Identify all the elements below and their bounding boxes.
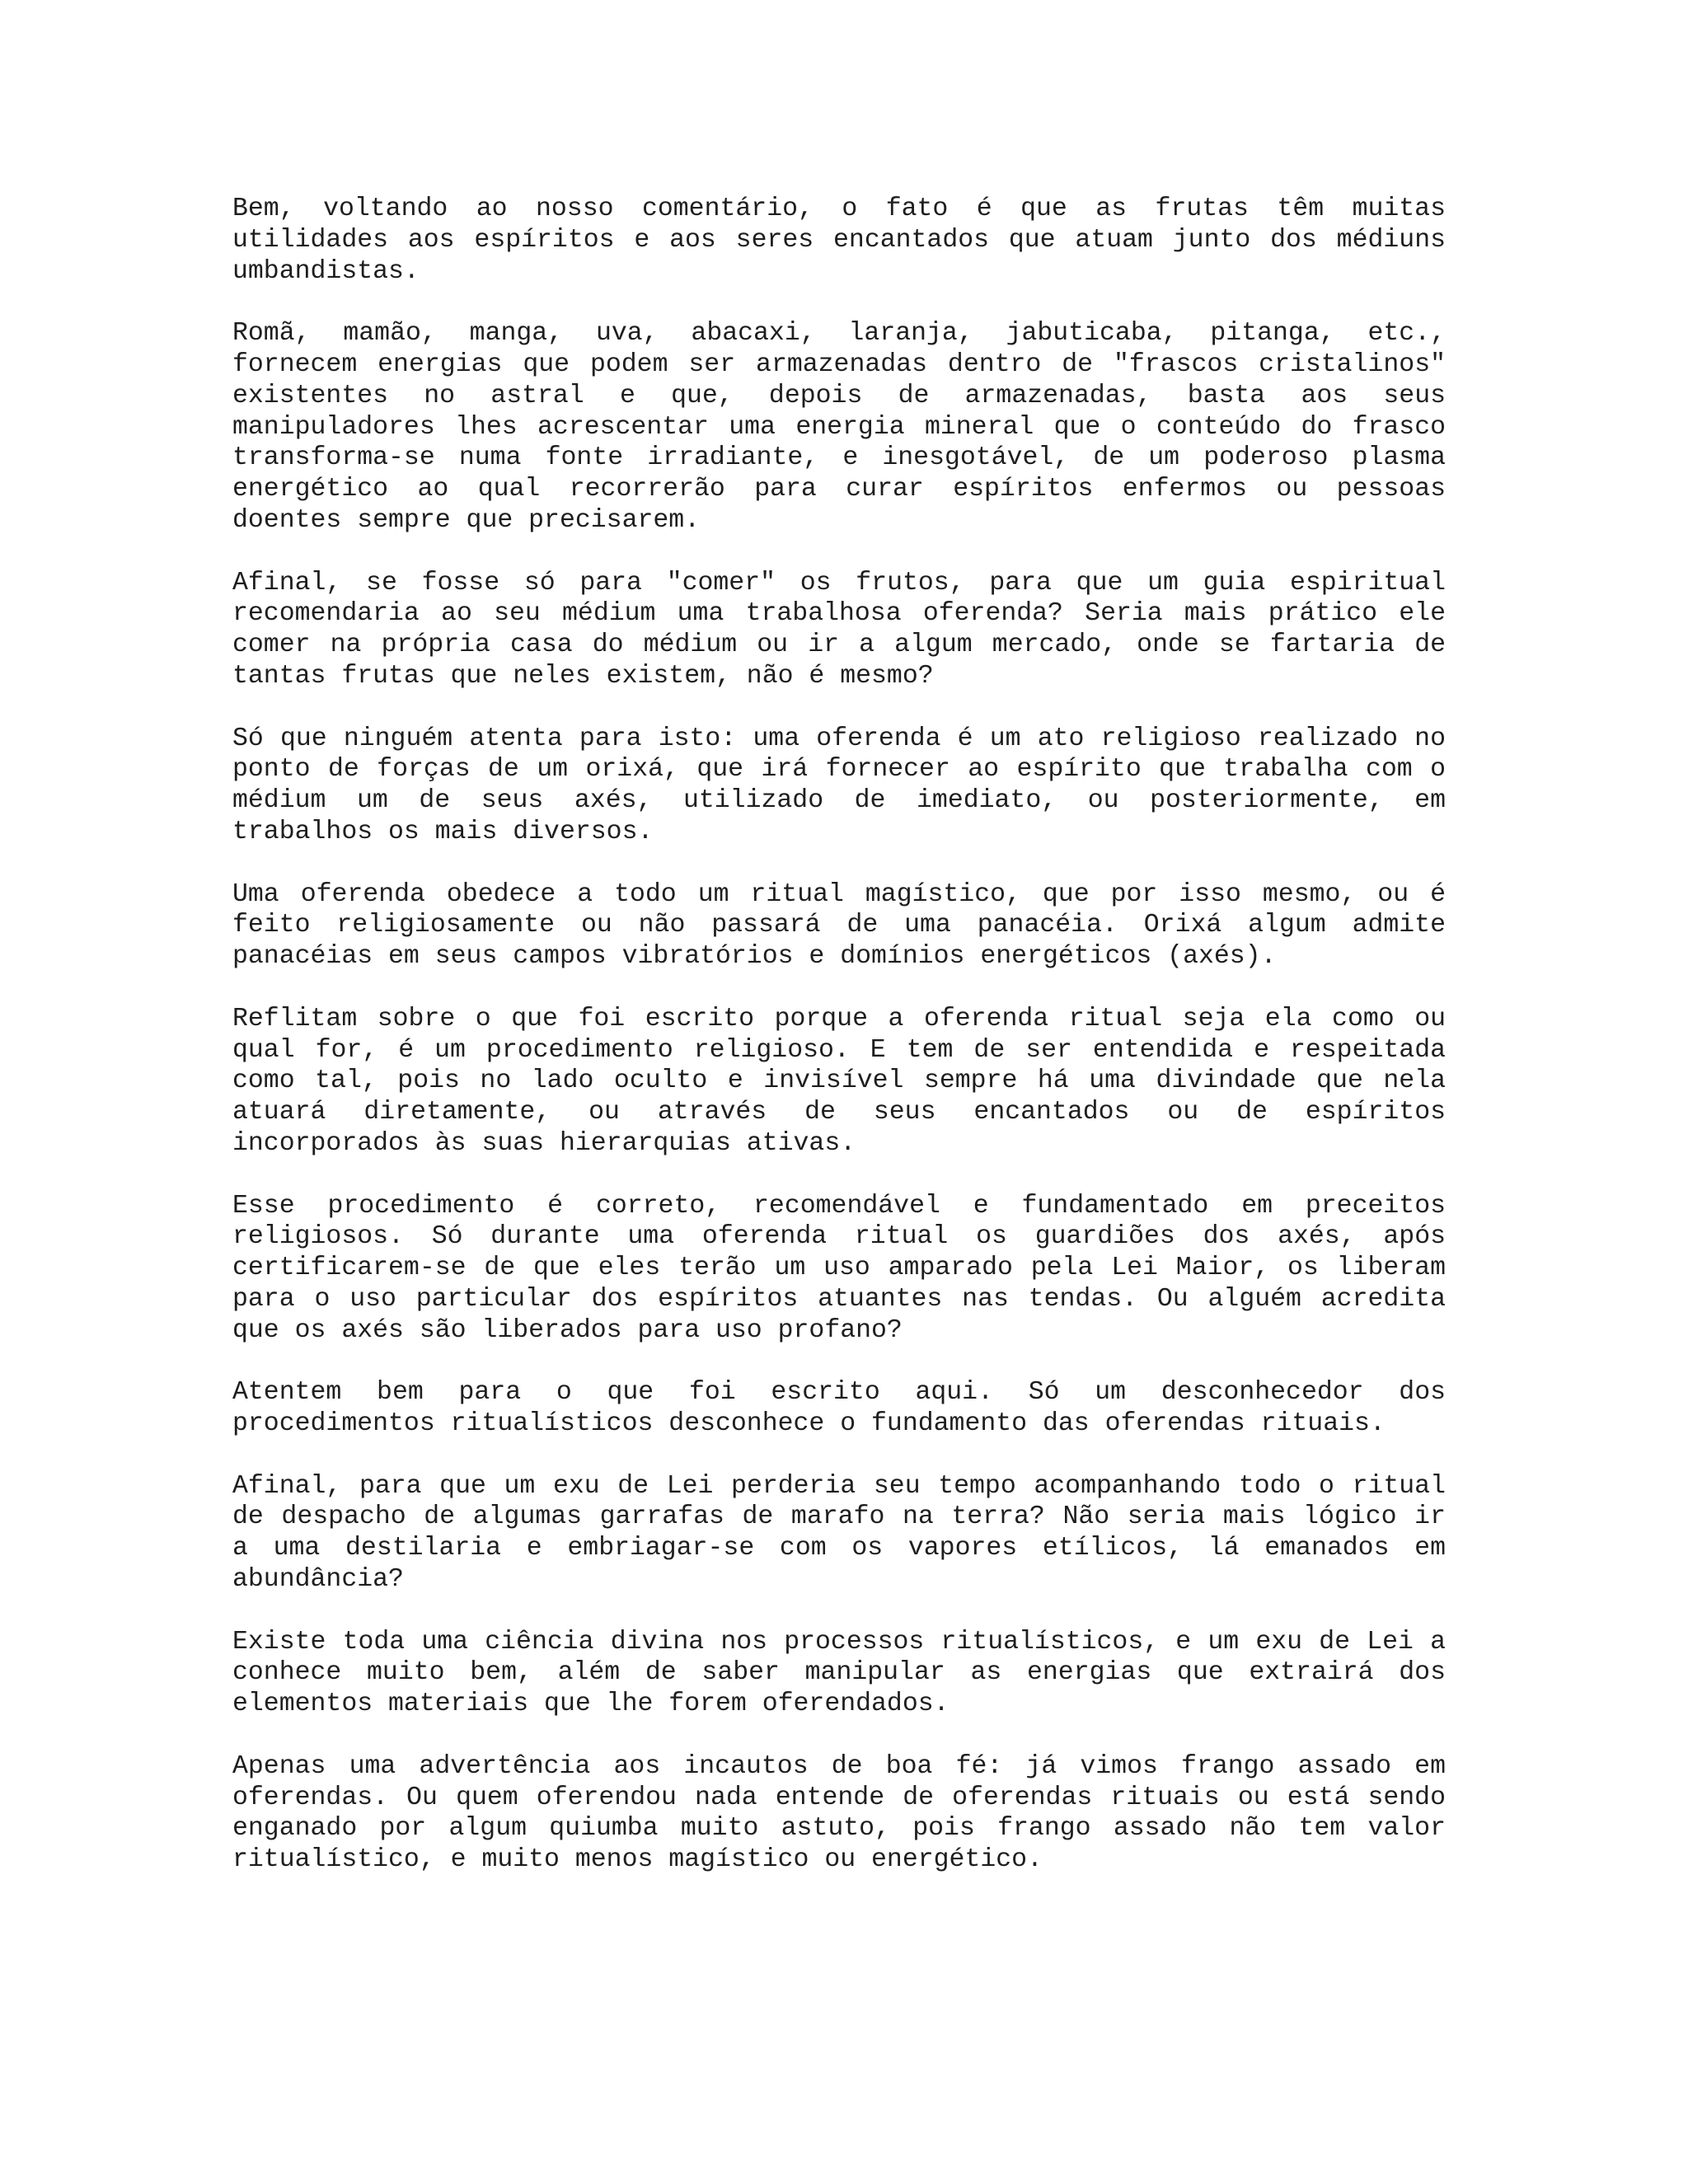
document-page (232, 194, 1446, 1876)
paragraph: Só que ninguém atenta para isto: uma oferenda é um ato religioso realizado no ponto de forças de um orixá, que irá fornecer ao espírito que trabalha com o médium um de seus axés, utilizado de imediato, ou posteriormente, em trabalhos os mais diversos. (232, 724, 1446, 846)
paragraph: Bem, voltando ao nosso comentário, o fato é que as frutas têm muitas utilidades aos espíritos e aos seres encantados que atuam junto dos médiuns umbandistas. (232, 194, 1446, 286)
paragraph: Esse procedimento é correto, recomendável e fundamentado em preceitos religiosos. Só durante uma oferenda ritual os guardiões dos axés, após certificarem-se de que eles terão um uso amparado pela Lei Maior, os liberam para o uso particular dos espíritos atuantes nas tendas. Ou alguém acredita que os axés são liberados para uso profano? (232, 1191, 1446, 1345)
paragraph: Afinal, para que um exu de Lei perderia seu tempo acompanhando todo o ritual de despacho de algumas garrafas de marafo na terra? Não seria mais lógico ir a uma destilaria e embriagar-se com os vapores etílicos, lá emanados em abundância? (232, 1471, 1446, 1595)
paragraph: Romã, mamão, manga, uva, abacaxi, laranja, jabuticaba, pitanga, etc., fornecem energias que podem ser armazenadas dentro de "frascos cristalinos" existentes no astral e que, depois de armazenadas, basta aos seus manipuladores lhes acrescentar uma energia mineral que o conteúdo do frasco transforma-se numa fonte irradiante, e inesgotável, de um poderoso plasma energético ao qual recorrerão para curar espíritos enfermos ou pessoas doentes sempre que precisarem. (232, 319, 1446, 535)
paragraph: Uma oferenda obedece a todo um ritual magístico, que por isso mesmo, ou é feito religiosamente ou não passará de uma panacéia. Orixá algum admite panacéias em seus campos vibratórios e domínios energéticos (axés). (232, 879, 1446, 972)
paragraph: Reflitam sobre o que foi escrito porque a oferenda ritual seja ela como ou qual for, é um procedimento religioso. E tem de ser entendida e respeitada como tal, pois no lado oculto e invisível sempre há uma divindade que nela atuará diretamente, ou através de seus encantados ou de espíritos incorporados às suas hierarquias ativas. (232, 1004, 1446, 1158)
paragraph: Afinal, se fosse só para "comer" os frutos, para que um guia espiritual recomendaria ao seu médium uma trabalhosa oferenda? Seria mais prático ele comer na própria casa do médium ou ir a algum mercado, onde se fartaria de tantas frutas que neles existem, não é mesmo? (232, 568, 1446, 691)
paragraph: Apenas uma advertência aos incautos de boa fé: já vimos frango assado em oferendas. Ou quem oferendou nada entende de oferendas rituais ou está sendo enganado por algum quiumba muito astuto, pois frango assado não tem valor ritualístico, e muito menos magístico ou energético. (232, 1751, 1446, 1875)
paragraph: Atentem bem para o que foi escrito aqui. Só um desconhecedor dos procedimentos ritualísticos desconhece o fundamento das oferendas rituais. (232, 1378, 1446, 1439)
paragraph: Existe toda uma ciência divina nos processos ritualísticos, e um exu de Lei a conhece muito bem, além de saber manipular as energias que extrairá dos elementos materiais que lhe forem oferendados. (232, 1627, 1446, 1719)
